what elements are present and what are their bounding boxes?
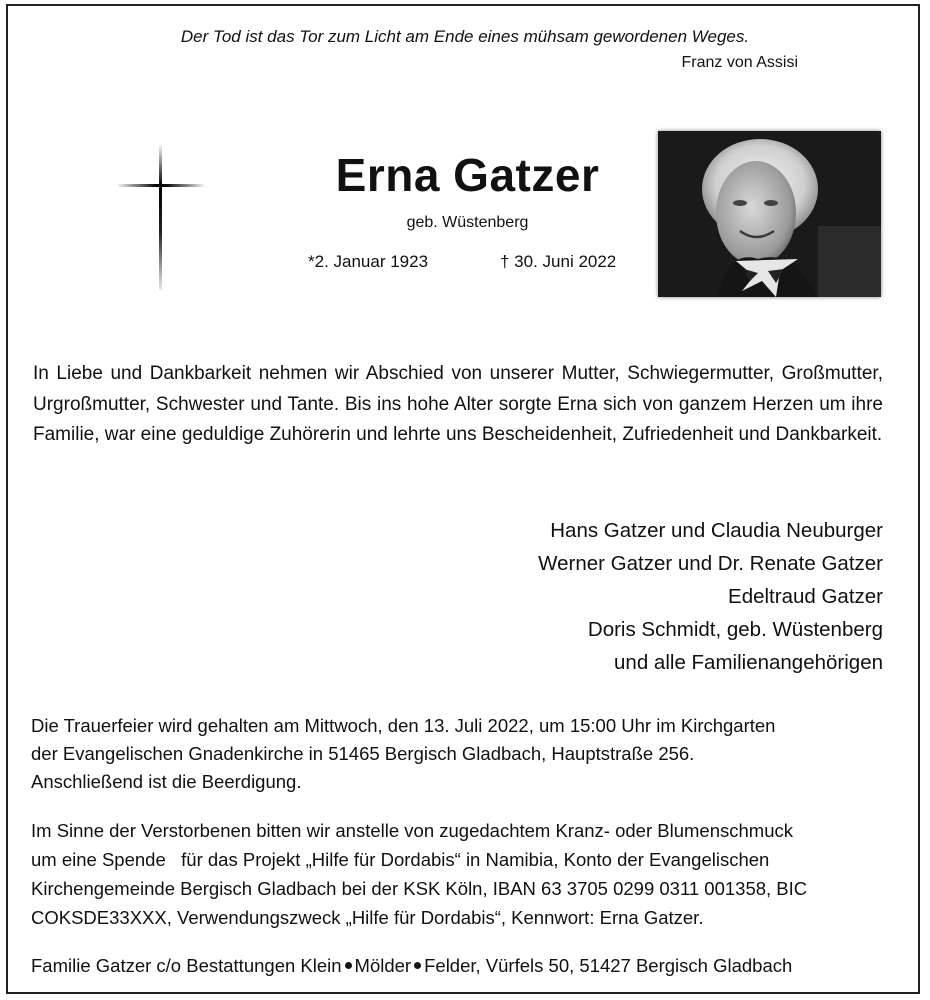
cross-icon: [118, 145, 204, 290]
ceremony-line-2: der Evangelischen Gnadenkirche in 51465 Bergisch Gladbach, Hauptstraße 256.: [31, 743, 695, 764]
contact-prefix: Familie Gatzer c/o Bestattungen Klein: [31, 955, 342, 976]
donation-paragraph: [31, 816, 911, 932]
signer-1: Hans Gatzer und Claudia Neuburger: [550, 519, 883, 542]
quote-author: Franz von Assisi: [681, 54, 798, 71]
donation-line-4: COKSDE33XXX, Verwendungszweck „Hilfe für Dordabis“, Kennwort: Erna Gatzer.: [31, 907, 704, 928]
bullet-icon: [345, 962, 352, 969]
donation-line-2: um eine Spende für das Projekt „Hilfe für Dordabis“ in Namibia, Konto der Evangelischen: [31, 849, 770, 870]
signer-2: Werner Gatzer und Dr. Renate Gatzer: [538, 552, 883, 575]
deceased-name: Erna Gatzer: [335, 149, 600, 201]
signer-4: Doris Schmidt, geb. Wüstenberg: [587, 618, 883, 641]
donation-line-1: Im Sinne der Verstorbenen bitten wir anstelle von zugedachtem Kranz- oder Blumenschmuck: [31, 820, 793, 841]
quote-text: Der Tod ist das Tor zum Licht am Ende eines mühsam gewordenen Weges.: [180, 27, 750, 46]
contact-mid: Mölder: [354, 955, 412, 976]
message-paragraph: In Liebe und Dankbarkeit nehmen wir Abschied von unserer Mutter, Schwiegermutter, Großmutter, Urgroßmutter, Schwester und Tante. Bis ins hohe Alter sorgte Erna sich von ganzem Herzen um ihre Familie, war eine geduldige Zuhörerin und lehrte uns Bescheidenheit, Zufriedenheit und Dankbarkeit.: [33, 363, 883, 445]
ceremony-paragraph: [31, 712, 911, 796]
donation-line-3: Kirchengemeinde Bergisch Gladbach bei der KSK Köln, IBAN 63 3705 0299 0311 001358, BIC: [31, 878, 808, 899]
signer-3: Edeltraud Gatzer: [728, 585, 883, 608]
signers-list: [538, 514, 883, 679]
bullet-icon: [414, 962, 421, 969]
portrait-photo: [658, 131, 881, 297]
ceremony-line-1: Die Trauerfeier wird gehalten am Mittwoch, den 13. Juli 2022, um 15:00 Uhr im Kirchgarten: [31, 715, 776, 736]
signer-5: und alle Familienangehörigen: [614, 651, 883, 674]
death-date: † 30. Juni 2022: [500, 252, 617, 271]
ceremony-line-3: Anschließend ist die Beerdigung.: [31, 771, 302, 792]
contact-suffix: Felder, Vürfels 50, 51427 Bergisch Gladbach: [424, 955, 793, 976]
birth-date: *2. Januar 1923: [308, 252, 429, 271]
maiden-name: geb. Wüstenberg: [406, 214, 529, 231]
contact-line: [31, 955, 792, 977]
